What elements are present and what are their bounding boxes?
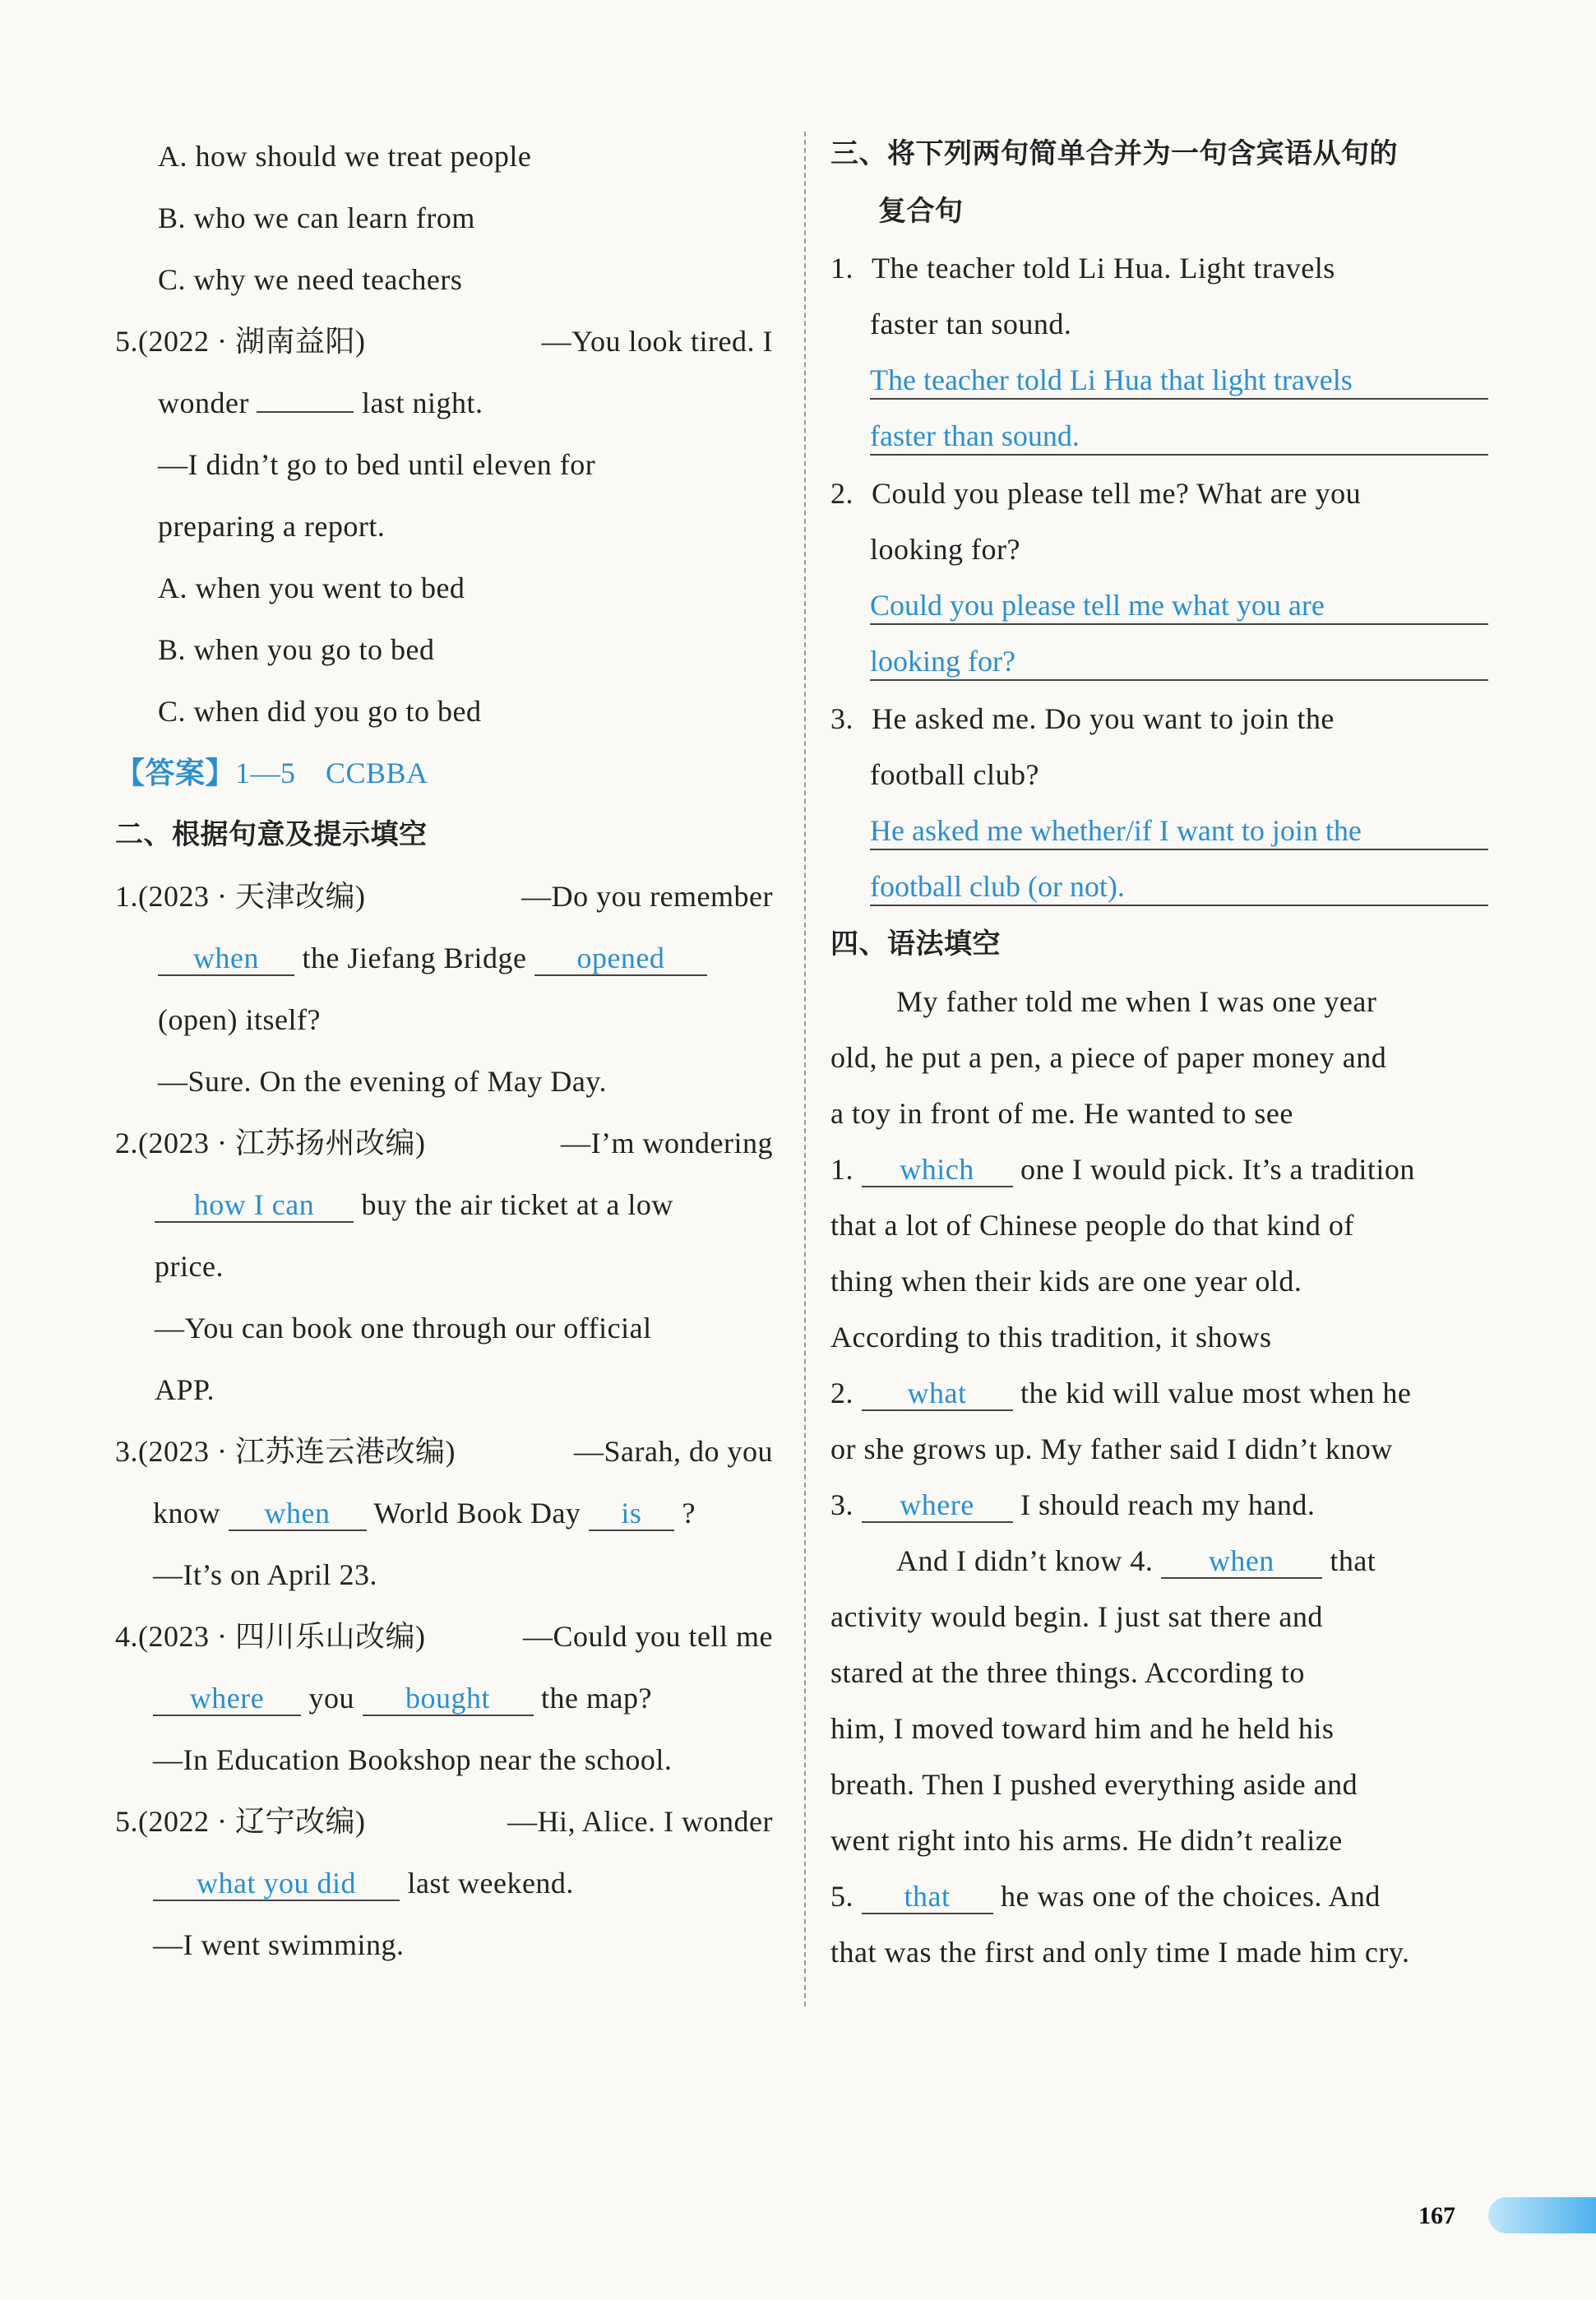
combine-item-3-cont: football club? (870, 758, 1039, 791)
section4-title: 四、语法填空 (830, 928, 1001, 960)
section2-title: 二、根据句意及提示填空 (115, 818, 428, 851)
passage-line: breath. Then I pushed everything aside and (830, 1768, 1358, 1801)
answer-blank[interactable]: when (158, 942, 294, 976)
section3-title-cont: 复合句 (878, 195, 964, 228)
section3-title: 三、将下列两句简单合并为一句含宾语从句的 (830, 137, 1398, 170)
combine-item-1: 1. The teacher told Li Hua. Light travels (830, 252, 1335, 285)
answer-line[interactable]: He asked me whether/if I want to join the (870, 812, 1488, 850)
combine-item-2-cont: looking for? (870, 533, 1020, 566)
fill-item-3-line2: know when World Book Day is ? (153, 1497, 696, 1529)
q5-option-c: C. when did you go to bed (158, 695, 482, 728)
passage-line: 5. that he was one of the choices. And (830, 1880, 1381, 1913)
q5-option-b: B. when you go to bed (158, 633, 435, 666)
fill-item-4-reply: —In Education Bookshop near the school. (153, 1743, 673, 1776)
fill-item-1: 1.(2023 · 天津改编) —Do you remember (115, 880, 773, 913)
passage-line: a toy in front of me. He wanted to see (830, 1097, 1293, 1130)
passage-line: or she grows up. My father said I didn’t know (830, 1432, 1393, 1465)
passage-line: that was the first and only time I made him cry. (830, 1936, 1410, 1969)
answer-blank[interactable]: that (862, 1880, 993, 1914)
answer-line[interactable]: The teacher told Li Hua that light travels (870, 362, 1488, 400)
passage-line: According to this tradition, it shows (830, 1321, 1272, 1354)
answer-key: 【答案】1—5 CCBBA (115, 757, 428, 790)
answer-line[interactable]: looking for? (870, 643, 1488, 681)
answer-blank[interactable]: where (153, 1682, 301, 1716)
answer-blank[interactable]: when (1161, 1544, 1322, 1579)
fill-item-2-line3: price. (155, 1250, 224, 1283)
q5-line1: 5.(2022 · 湖南益阳) —You look tired. I (115, 325, 773, 358)
answer-blank[interactable]: when (229, 1497, 367, 1531)
fill-item-5-reply: —I went swimming. (153, 1928, 405, 1961)
passage-line: 3. where I should reach my hand. (830, 1488, 1316, 1521)
passage-line: 1. which one I would pick. It’s a tradition (830, 1153, 1415, 1186)
option-a: A. how should we treat people (158, 140, 532, 173)
answer-line[interactable]: faster than sound. (870, 418, 1488, 456)
answer-line[interactable]: Could you please tell me what you are (870, 587, 1488, 625)
passage-line: stared at the three things. According to (830, 1656, 1305, 1689)
fill-item-2-line2: how I can buy the air ticket at a low (155, 1187, 673, 1223)
passage-line: him, I moved toward him and he held his (830, 1712, 1335, 1745)
fill-item-2-reply: —You can book one through our official (155, 1312, 652, 1344)
fill-item-3: 3.(2023 · 江苏连云港改编) —Sarah, do you (115, 1435, 773, 1468)
passage-line: went right into his arms. He didn’t realize (830, 1824, 1343, 1857)
passage-line: activity would begin. I just sat there and (830, 1600, 1323, 1633)
page-tab-decoration (1488, 2197, 1596, 2233)
passage-line: And I didn’t know 4. when that (896, 1544, 1376, 1577)
answer-blank[interactable]: where (862, 1488, 1013, 1523)
passage-line: thing when their kids are one year old. (830, 1265, 1302, 1298)
answer-blank[interactable]: how I can (155, 1188, 354, 1223)
answer-blank[interactable]: which (862, 1153, 1013, 1187)
q5-reply: —I didn’t go to bed until eleven for (158, 448, 596, 481)
fill-item-1-reply: —Sure. On the evening of May Day. (158, 1065, 608, 1098)
answer-blank[interactable]: what you did (153, 1867, 400, 1901)
answer-blank[interactable]: opened (534, 942, 707, 976)
fill-item-4-line2: where you bought the map? (153, 1680, 652, 1716)
passage-line: 2. what the kid will value most when he (830, 1377, 1412, 1409)
passage-line: My father told me when I was one year (896, 985, 1377, 1018)
answer-blank[interactable]: bought (363, 1682, 534, 1716)
fill-item-1-line2: when the Jiefang Bridge opened (158, 940, 707, 976)
column-divider (804, 132, 806, 2006)
combine-item-1-cont: faster tan sound. (870, 308, 1072, 340)
blank[interactable] (257, 411, 354, 413)
fill-item-4: 4.(2023 · 四川乐山改编) —Could you tell me (115, 1620, 773, 1653)
option-b: B. who we can learn from (158, 201, 475, 234)
fill-item-2: 2.(2023 · 江苏扬州改编) —I’m wondering (115, 1127, 773, 1159)
q5-line2: wonder last night. (158, 386, 483, 419)
answer-line[interactable]: football club (or not). (870, 868, 1488, 906)
combine-item-2: 2. Could you please tell me? What are you (830, 477, 1362, 510)
fill-item-1-line3: (open) itself? (158, 1003, 321, 1036)
answer-blank[interactable]: is (589, 1497, 674, 1531)
fill-item-3-reply: —It’s on April 23. (153, 1558, 378, 1591)
q5-option-a: A. when you went to bed (158, 572, 465, 604)
fill-item-5: 5.(2022 · 辽宁改编) —Hi, Alice. I wonder (115, 1805, 773, 1838)
fill-item-5-line2: what you did last weekend. (153, 1865, 574, 1901)
option-c: C. why we need teachers (158, 263, 463, 296)
q5-reply-cont: preparing a report. (158, 510, 386, 543)
passage-line: old, he put a pen, a piece of paper money and (830, 1041, 1387, 1074)
answer-blank[interactable]: what (862, 1377, 1013, 1411)
combine-item-3: 3. He asked me. Do you want to join the (830, 702, 1335, 735)
page-number: 167 (1418, 2202, 1455, 2229)
passage-line: that a lot of Chinese people do that kind of (830, 1209, 1354, 1242)
fill-item-2-reply-cont: APP. (155, 1373, 215, 1406)
